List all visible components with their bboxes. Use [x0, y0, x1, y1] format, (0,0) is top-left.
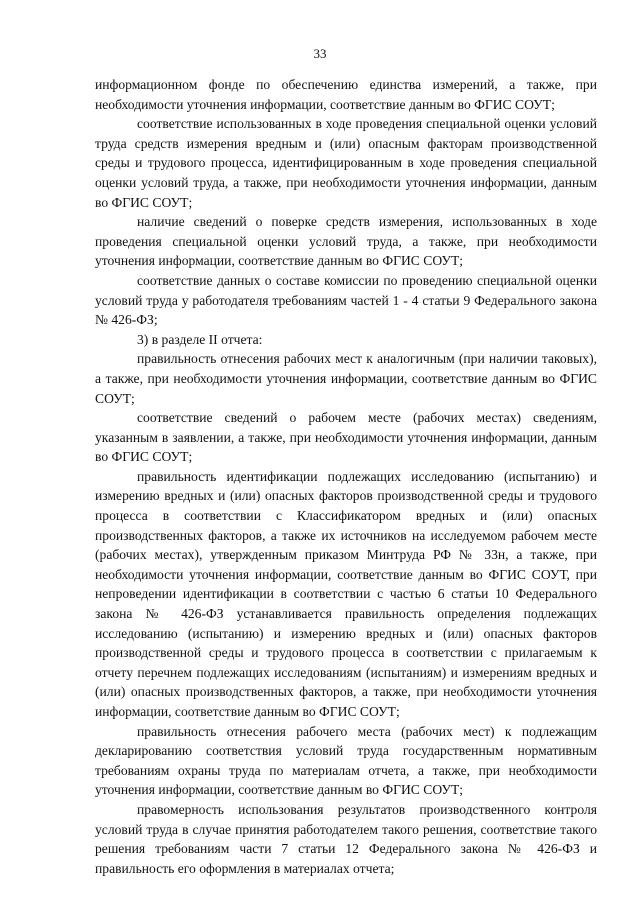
- page-number: 33: [313, 46, 327, 61]
- paragraph: соответствие использованных в ходе проведения специальной оценки условий труда средств измерения вредным и (или) опасным факторам производственной среды и трудового процесса, идентифицированным в ходе проведения специальной оценки условий труда, а также, при необходимости уточнения информации, данным во ФГИС СОУТ;: [95, 116, 597, 210]
- paragraph: наличие сведений о поверке средств измерения, использованных в ходе проведения специальной оценки условий труда, а также, при необходимости уточнения информации, соответствие данным во ФГИС СОУТ;: [95, 214, 597, 269]
- paragraph: правильность идентификации подлежащих исследованию (испытанию) и измерению вредных и (или) опасных факторов производственной среды и трудового процесса в соответствии с Классификатором вредных и (или) опасных производственных факторов, а также их источников на исследуемом рабочем месте (рабочих местах), утвержденным приказом Минтруда РФ № 33н, а также, при необходимости уточнения информации, соответствие данным во ФГИС СОУТ, при непроведении идентификации в соответствии с частью 6 статьи 10 Федерального закона № 426-ФЗ устанавливается правильность определения подлежащих исследованию (испытанию) и измерению вредных и (или) опасных факторов производственной среды и трудового процесса в соответствии с прилагаемым к отчету перечнем подлежащих исследованиям (испытаниям) и измерениям вредных и (или) опасных производственных факторов, а также, при необходимости уточнения информации, соответствие данным во ФГИС СОУТ;: [95, 468, 597, 719]
- section-heading: 3) в разделе II отчета:: [137, 331, 263, 347]
- paragraph: правильность отнесения рабочего места (рабочих мест) к подлежащим декларированию соответствия условий труда государственным нормативным требованиям охраны труда по материалам отчета, а также, при необходимости уточнения информации, соответствие данным во ФГИС СОУТ;: [95, 723, 597, 798]
- paragraph: правильность отнесения рабочих мест к аналогичным (при наличии таковых), а также, при необходимости уточнения информации, соответствие данным во ФГИС СОУТ;: [95, 351, 597, 406]
- paragraph: правомерность использования результатов производственного контроля условий труда в случае принятия работодателем такого решения, соответствие такого решения требованиям части 7 статьи 12 Федерального закона № 426-ФЗ и правильность его оформления в материалах отчета;: [95, 801, 597, 876]
- paragraph: соответствие сведений о рабочем месте (рабочих местах) сведениям, указанным в заявлении, а также, при необходимости уточнения информации, данным во ФГИС СОУТ;: [95, 410, 597, 465]
- paragraph: информационном фонде по обеспечению единства измерений, а также, при необходимости уточнения информации, соответствие данным во ФГИС СОУТ;: [95, 77, 597, 112]
- document-body: [95, 75, 597, 878]
- paragraph: соответствие данных о составе комиссии по проведению специальной оценки условий труда у работодателя требованиям частей 1 - 4 статьи 9 Федерального закона № 426-ФЗ;: [95, 272, 597, 328]
